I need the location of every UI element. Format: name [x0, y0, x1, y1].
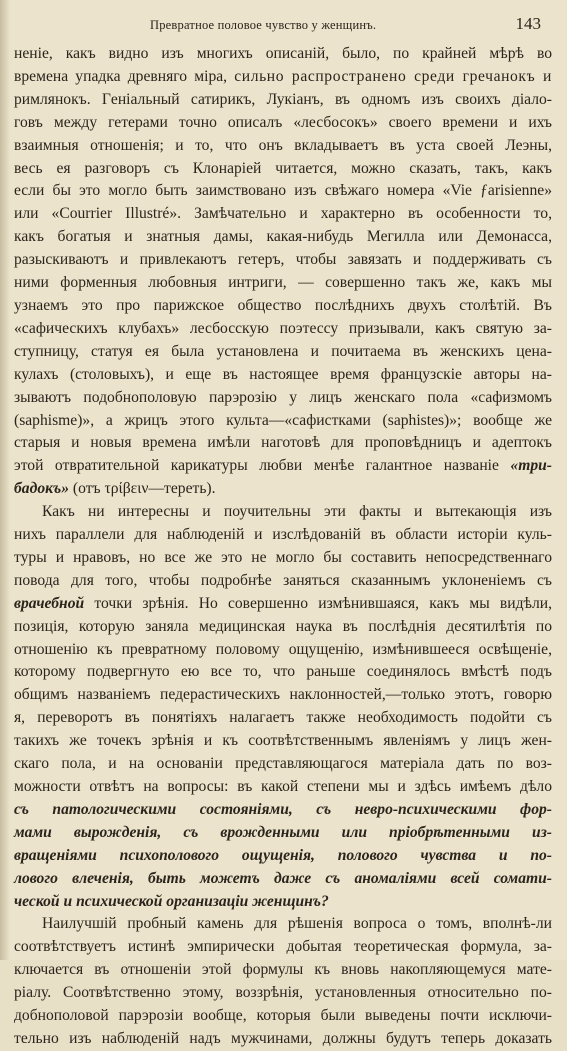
text-line — [14, 89, 552, 112]
text-line — [14, 295, 552, 318]
text-span: весь ея разговоръ съ Клонарiей читается, можно сказать, такъ, какъ — [14, 159, 552, 177]
text-line: можности отвѣтъ на вопросы: въ какой степени мы и здѣсь имѣемъ дѣло — [14, 778, 552, 795]
text-line: тельно изъ наблюденiй надъ мужчинами, должны будутъ теперь доказать — [14, 1029, 552, 1047]
text-line: рiалу. Соотвѣтственно этому, воззрѣнiя, установленныя относительно по- — [14, 984, 552, 1002]
text-line-emphasis: лового влеченiя, быть можетъ даже съ аномалiями всей сомати- — [14, 869, 552, 887]
text-line — [14, 410, 552, 433]
text-span: ступницу, статуя ея была установлена и почитаема въ женскихъ цена- — [14, 342, 552, 360]
text-span: бадокъ» (отъ τρίβειν—тереть). — [14, 480, 216, 498]
paragraph-2 — [14, 501, 552, 913]
text-span: старыя и новыя времена имѣли наготовѣ для проповѣдницъ и адептокъ — [14, 434, 552, 452]
text-span: времена упадка древняго мiра, — [14, 67, 235, 85]
text-line-emphasis: вращенiями психополового ощущенiя, полового чувства и по- — [14, 846, 552, 864]
text-line — [14, 318, 552, 341]
text-span: ними форменныя любовныя интриги, — совершенно такъ же, какъ мы — [14, 274, 552, 292]
text-span: взаимныя отношенiя; и то, что онъ вкладываетъ въ уста своей Леэны, — [14, 136, 552, 154]
text-line: ключается въ отношенiи этой формулы къ вновь накопляющемуся мате- — [14, 961, 552, 979]
text-line — [14, 203, 552, 226]
text-line — [14, 478, 552, 501]
text-line: позицiя, которую заняла медицинская наука въ послѣднiя десятилѣтiя по — [14, 617, 552, 635]
text-line — [14, 66, 552, 89]
text-line — [14, 432, 552, 455]
text-line: врачебной точки зрѣнiя. Но совершенно измѣнившаяся, какъ мы видѣли, — [14, 594, 552, 612]
text-span: узнаемъ это про парижское общество послѣднихъ двухъ столѣтiй. Въ — [14, 296, 552, 314]
text-span: разыскиваютъ и привлекаютъ гетеръ, чтобы завязать и поддерживать съ — [14, 251, 552, 269]
text-line — [14, 387, 552, 410]
page-text — [14, 43, 552, 1051]
text-line — [14, 158, 552, 181]
page-edge-shadow — [0, 0, 10, 960]
text-span: какъ богатыя и знатныя дамы, какая-нибудь Мегилла или Демонасса, — [14, 228, 552, 246]
text-line: Наилучшiй пробный камень для рѣшенiя вопроса о томъ, вполнѣ-ли — [42, 915, 552, 933]
text-line: такихъ же точекъ зрѣнiя и къ соотвѣтственнымъ явленiямъ у лицъ жен- — [14, 732, 552, 750]
text-line: соотвѣтствуетъ истинѣ эмпирически добытая теоретическая формула, за- — [14, 938, 552, 956]
text-line-emphasis: съ патологическими состоянiями, съ невро-психическими фор- — [14, 800, 552, 818]
page-number: 143 — [515, 14, 541, 33]
text-line: скаго пола, и на основанiи представляющагося матерiала дать по воз- — [14, 755, 552, 773]
text-line — [14, 112, 552, 135]
text-span: этой отвратительной карикатуры любви менѣе галантное названiе «три- — [14, 457, 552, 475]
text-line: которому подвергнуто ею все то, что раньше соединялось вмѣстѣ подъ — [14, 663, 552, 681]
text-line — [14, 180, 552, 203]
text-line: Какъ ни интересны и поучительны эти факты и вытекающiя изъ — [42, 503, 552, 521]
text-line-emphasis: ческой и психической организацiи женщинъ? — [14, 892, 329, 910]
text-span: или «Courrier Illustré». Замѣчательно и характерно въ особенности то, — [14, 205, 552, 223]
text-line — [14, 272, 552, 295]
text-line — [14, 226, 552, 249]
text-line: отношенiю къ превратному половому ощущенiю, измѣнившееся освѣщенiе, — [14, 640, 552, 658]
text-span: кулахъ (столовыхъ), и еще въ настоящее время французскiе авторы на- — [14, 365, 552, 383]
text-line: я, переворотъ въ понятiяхъ налагаетъ также необходимость подойти съ — [14, 709, 552, 727]
text-span: сильно распространено среди гречанокъ и — [234, 67, 552, 85]
emphasis-text: врачебной — [14, 594, 85, 612]
text-line — [14, 249, 552, 272]
text-line: нихъ параллели для наблюденiй и изслѣдованiй въ области исторiи куль- — [14, 526, 552, 544]
text-span: если бы это могло быть заимствовано изъ свѣжаго номера «Vie ƒarisienne» — [14, 182, 552, 200]
text-span: (saphisme)», а жрицъ этого культа—«сафистками (saphistes)»; вообще же — [14, 411, 552, 429]
text-line: общимъ названiемъ педерастическихъ наклонностей,—только этотъ, говорю — [14, 686, 552, 704]
text-span: говъ между гетерами точно описалъ «лесбосокъ» своего времени и ихъ — [14, 113, 552, 131]
text-line: добнополовой парэрозiи вообще, которыя были выведены почти исключи- — [14, 1007, 552, 1025]
text-line: повода для того, чтобы подробнѣе заняться сказаннымъ уклоненiемъ съ — [14, 571, 552, 589]
emphasis-text: «три- — [510, 457, 552, 475]
paragraph-3 — [14, 913, 552, 1050]
paragraph-1 — [14, 43, 552, 501]
running-title: Превратное половое чувство у женщинъ. — [150, 18, 377, 32]
text-span: зываютъ подобнополовую парэрозiю у лицъ женскаго пола «сафизмомъ — [14, 388, 552, 406]
emphasis-text: бадокъ» — [14, 480, 70, 498]
text-line — [14, 455, 552, 478]
text-line — [14, 43, 552, 66]
text-span: «сафическихъ клубахъ» лесбосскую поэтессу призывали, какъ святую за- — [14, 319, 552, 337]
text-line-emphasis: мами вырожденiя, съ врожденными или прiобрѣтенными из- — [14, 823, 552, 841]
text-span: римлянокъ. Гeнiальный сатирикъ, Лукiанъ, въ одномъ изъ своихъ дiало- — [14, 90, 552, 108]
running-header — [0, 14, 567, 38]
text-line — [14, 364, 552, 387]
text-line — [14, 135, 552, 158]
text-line — [14, 341, 552, 364]
text-span: ненiе, какъ видно изъ многихъ описанiй, было, по крайней мѣрѣ во — [14, 45, 552, 62]
text-line: туры и нравовъ, но все же это не могло бы составить непосредственнаго — [14, 548, 552, 566]
